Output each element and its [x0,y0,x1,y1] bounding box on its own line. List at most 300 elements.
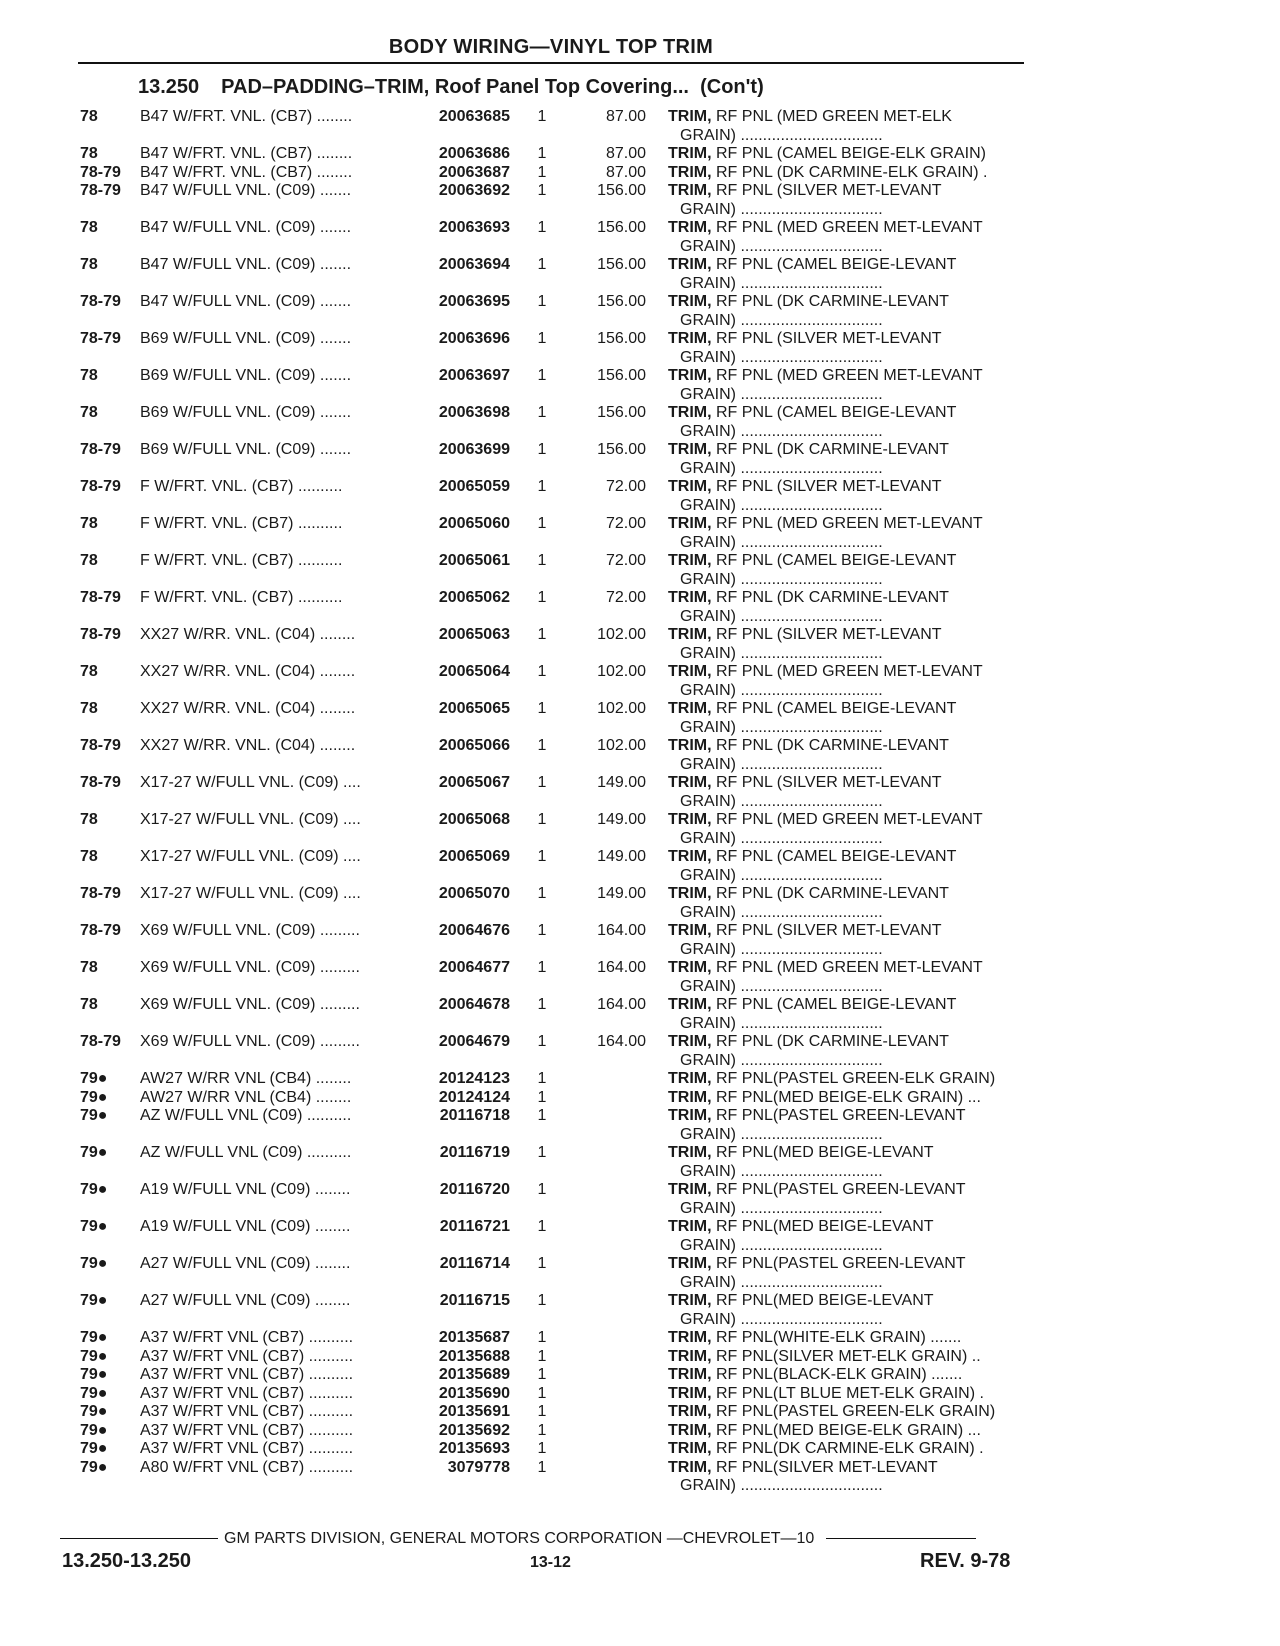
row-item-name [668,293,1028,312]
row-part-number: 20065070 [438,885,510,902]
parts-row [0,515,1280,552]
parts-row [0,1440,1280,1459]
row-description: B47 W/FRT. VNL. (CB7) ........ [140,145,353,162]
row-item-continuation: GRAIN) ................................ [680,718,883,736]
row-item-name [668,663,1028,682]
row-description: B69 W/FULL VNL. (C09) ....... [140,330,352,347]
row-item-label: TRIM, [668,1107,712,1124]
row-year: 79● [80,1366,108,1383]
row-quantity: 1 [537,700,547,717]
row-item-label: TRIM, [668,367,712,384]
row-item-label: TRIM, [668,1144,712,1161]
row-quantity: 1 [537,145,547,162]
row-item-continuation: GRAIN) ................................ [680,1125,883,1143]
section-cont: (Con't) [700,76,764,98]
row-year: 78 [80,404,98,421]
row-item-name [668,1089,1028,1108]
row-item-name [668,108,1028,127]
row-quantity: 1 [537,330,547,347]
parts-row [0,552,1280,589]
row-part-number: 20135689 [438,1366,510,1383]
row-year: 78-79 [80,737,121,754]
row-item-detail: RF PNL (DK CARMINE-LEVANT [716,1033,949,1050]
row-part-number: 20124123 [438,1070,510,1087]
row-year: 78-79 [80,1033,121,1050]
row-item-name [668,1348,1028,1367]
row-item-label: TRIM, [668,163,712,181]
row-price: 87.00 [605,108,646,125]
row-year: 78 [80,108,98,125]
row-year: 78 [80,367,98,384]
row-quantity: 1 [537,811,547,828]
row-part-number: 20065068 [438,811,510,828]
row-item-detail: RF PNL(PASTEL GREEN-LEVANT [716,1255,966,1272]
row-item-name [668,1329,1028,1348]
row-description: X17-27 W/FULL VNL. (C09) .... [140,774,361,791]
row-year: 78 [80,811,98,828]
row-year: 78-79 [80,163,121,181]
row-quantity: 1 [537,626,547,643]
row-item-name [668,256,1028,275]
row-price: 102.00 [597,737,646,754]
row-quantity: 1 [537,922,547,939]
row-item-label: TRIM, [668,811,712,828]
row-item-label: TRIM, [668,885,712,902]
row-year: 78-79 [80,774,121,791]
row-item-continuation: GRAIN) ................................ [680,681,883,699]
row-quantity: 1 [537,1218,547,1235]
row-item-name [668,164,1028,183]
row-part-number: 20065059 [438,478,510,495]
row-item-detail: RF PNL (DK CARMINE-LEVANT [716,293,949,310]
row-description: A27 W/FULL VNL (C09) ........ [140,1292,351,1309]
row-item-label: TRIM, [668,1033,712,1050]
row-price: 156.00 [597,293,646,310]
parts-row [0,700,1280,737]
row-item-name [668,1403,1028,1422]
row-part-number: 20063693 [438,219,510,236]
row-item-continuation: GRAIN) ................................ [680,829,883,847]
parts-row [0,1181,1280,1218]
row-item-name [668,367,1028,386]
row-item-detail: RF PNL (SILVER MET-LEVANT [716,478,942,495]
row-item-detail: RF PNL (CAMEL BEIGE-LEVANT [716,848,957,865]
row-year: 79● [80,1440,108,1457]
row-item-detail: RF PNL(LT BLUE MET-ELK GRAIN) . [716,1384,984,1402]
row-description: AW27 W/RR VNL (CB4) ........ [140,1088,352,1106]
row-year: 78 [80,959,98,976]
row-item-continuation: GRAIN) ................................ [680,311,883,329]
row-item-detail: RF PNL (DK CARMINE-LEVANT [716,589,949,606]
row-part-number: 20135688 [438,1347,510,1365]
row-item-name [668,145,1028,164]
parts-row [0,367,1280,404]
row-item-continuation: GRAIN) ................................ [680,385,883,403]
row-item-detail: RF PNL (SILVER MET-LEVANT [716,626,942,643]
row-quantity: 1 [537,1144,547,1161]
row-item-name [668,1181,1028,1200]
row-year: 79● [80,1403,108,1420]
row-quantity: 1 [537,367,547,384]
row-item-name [668,478,1028,497]
parts-row [0,293,1280,330]
row-item-detail: RF PNL (SILVER MET-LEVANT [716,330,942,347]
row-quantity: 1 [537,1347,547,1365]
row-description: B47 W/FULL VNL. (C09) ....... [140,182,352,199]
row-year: 79● [80,1181,108,1198]
row-description: A80 W/FRT VNL (CB7) .......... [140,1458,354,1476]
row-quantity: 1 [537,737,547,754]
parts-row [0,182,1280,219]
row-item-continuation: GRAIN) ................................ [680,459,883,477]
row-year: 78 [80,663,98,680]
row-item-label: TRIM, [668,663,712,680]
row-quantity: 1 [537,848,547,865]
row-item-name [668,330,1028,349]
row-year: 79● [80,1458,108,1476]
row-quantity: 1 [537,478,547,495]
parts-row [0,1089,1280,1108]
row-quantity: 1 [537,1329,547,1346]
row-part-number: 20065065 [438,700,510,717]
row-price: 72.00 [605,589,646,606]
row-item-detail: RF PNL(WHITE-ELK GRAIN) ....... [716,1329,962,1346]
row-item-continuation: GRAIN) ................................ [680,496,883,514]
row-year: 79● [80,1329,108,1346]
row-year: 78-79 [80,885,121,902]
row-item-continuation: GRAIN) ................................ [680,866,883,884]
row-item-label: TRIM, [668,737,712,754]
row-item-label: TRIM, [668,1347,712,1365]
row-description: A37 W/FRT VNL (CB7) .......... [140,1366,354,1383]
row-item-detail: RF PNL(MED BEIGE-LEVANT [716,1144,934,1161]
footer-range: 13.250-13.250 [62,1550,192,1572]
row-item-label: TRIM, [668,1421,712,1439]
row-description: B47 W/FRT. VNL. (CB7) ........ [140,163,353,181]
row-year: 78-79 [80,922,121,939]
row-description: A37 W/FRT VNL (CB7) .......... [140,1347,354,1365]
parts-row [0,1403,1280,1422]
parts-row [0,441,1280,478]
row-part-number: 20063694 [438,256,510,273]
row-item-label: TRIM, [668,404,712,421]
row-item-name [668,1070,1028,1089]
parts-row [0,1070,1280,1089]
row-item-name [668,1144,1028,1163]
row-quantity: 1 [537,1070,547,1087]
row-description: X17-27 W/FULL VNL. (C09) .... [140,811,361,828]
row-item-detail: RF PNL (SILVER MET-LEVANT [716,922,942,939]
row-quantity: 1 [537,959,547,976]
row-item-continuation: GRAIN) ................................ [680,422,883,440]
row-item-name [668,552,1028,571]
row-quantity: 1 [537,552,547,569]
row-price: 156.00 [597,441,646,458]
row-year: 78 [80,552,98,569]
row-item-name [668,1033,1028,1052]
row-price: 164.00 [597,959,646,976]
row-year: 78-79 [80,478,121,495]
row-item-label: TRIM, [668,1070,712,1087]
row-year: 78-79 [80,626,121,643]
row-item-continuation: GRAIN) ................................ [680,200,883,218]
row-year: 78-79 [80,330,121,347]
row-part-number: 20063699 [438,441,510,458]
row-year: 79● [80,1421,108,1439]
parts-row [0,1218,1280,1255]
row-item-detail: RF PNL(PASTEL GREEN-ELK GRAIN) [716,1070,996,1087]
row-description: X69 W/FULL VNL. (C09) ......... [140,959,360,976]
row-item-label: TRIM, [668,552,712,569]
row-description: AZ W/FULL VNL (C09) .......... [140,1144,352,1161]
row-item-name [668,922,1028,941]
row-item-detail: RF PNL(PASTEL GREEN-LEVANT [716,1181,966,1198]
row-price: 149.00 [597,774,646,791]
row-quantity: 1 [537,293,547,310]
row-item-detail: RF PNL (MED GREEN MET-LEVANT [716,367,983,384]
row-price: 156.00 [597,330,646,347]
row-part-number: 20135687 [438,1329,510,1346]
row-quantity: 1 [537,1403,547,1420]
row-item-continuation: GRAIN) ................................ [680,570,883,588]
row-description: B47 W/FRT. VNL. (CB7) ........ [140,108,353,125]
row-item-label: TRIM, [668,1458,712,1476]
row-quantity: 1 [537,1088,547,1106]
row-year: 79● [80,1144,108,1161]
row-item-name [668,1440,1028,1459]
row-part-number: 20116714 [439,1255,510,1272]
row-year: 79● [80,1218,108,1235]
parts-row [0,1107,1280,1144]
row-quantity: 1 [537,515,547,532]
row-description: X17-27 W/FULL VNL. (C09) .... [140,885,361,902]
row-item-label: TRIM, [668,1440,712,1457]
row-item-label: TRIM, [668,515,712,532]
parts-list [0,108,1280,1496]
row-description: B69 W/FULL VNL. (C09) ....... [140,441,352,458]
row-quantity: 1 [537,1421,547,1439]
row-item-name [668,774,1028,793]
row-year: 79● [80,1384,108,1402]
parts-row [0,848,1280,885]
row-item-label: TRIM, [668,1384,712,1402]
row-item-continuation: GRAIN) ................................ [680,644,883,662]
row-description: B47 W/FULL VNL. (C09) ....... [140,256,352,273]
row-item-label: TRIM, [668,1181,712,1198]
section-number: 13.250 [138,76,200,98]
row-description: A37 W/FRT VNL (CB7) .......... [140,1329,354,1346]
row-quantity: 1 [537,1384,547,1402]
row-quantity: 1 [537,1366,547,1383]
row-item-continuation: GRAIN) ................................ [680,1162,883,1180]
row-item-name [668,1255,1028,1274]
parts-row [0,663,1280,700]
row-item-detail: RF PNL (CAMEL BEIGE-LEVANT [716,404,957,421]
row-item-continuation: GRAIN) ................................ [680,1273,883,1291]
row-item-detail: RF PNL (CAMEL BEIGE-LEVANT [716,256,957,273]
row-price: 164.00 [597,922,646,939]
row-description: AW27 W/RR VNL (CB4) ........ [140,1070,352,1087]
row-quantity: 1 [537,589,547,606]
row-part-number: 20064676 [438,922,510,939]
row-part-number: 20063697 [438,367,510,384]
footer-rule-left [60,1538,218,1539]
parts-row [0,589,1280,626]
row-part-number: 20065067 [438,774,510,791]
row-item-label: TRIM, [668,441,712,458]
row-item-continuation: GRAIN) ................................ [680,1051,883,1069]
row-price: 72.00 [605,478,646,495]
parts-row [0,811,1280,848]
row-quantity: 1 [537,1181,547,1198]
row-item-detail: RF PNL (DK CARMINE-LEVANT [716,885,949,902]
row-item-continuation: GRAIN) ................................ [680,237,883,255]
row-item-label: TRIM, [668,589,712,606]
row-item-label: TRIM, [668,1218,712,1235]
row-description: A37 W/FRT VNL (CB7) .......... [140,1440,354,1457]
row-price: 72.00 [605,552,646,569]
parts-row [0,996,1280,1033]
row-item-continuation: GRAIN) ................................ [680,940,883,958]
row-item-detail: RF PNL (CAMEL BEIGE-LEVANT [716,996,957,1013]
row-part-number: 20065063 [438,626,510,643]
row-item-name [668,885,1028,904]
row-item-continuation: GRAIN) ................................ [680,348,883,366]
row-quantity: 1 [537,219,547,236]
row-part-number: 20135692 [438,1421,510,1439]
row-part-number: 20065069 [438,848,510,865]
row-quantity: 1 [537,996,547,1013]
row-part-number: 20063692 [438,182,510,199]
row-item-label: TRIM, [668,478,712,495]
row-price: 102.00 [597,700,646,717]
row-item-name [668,1107,1028,1126]
row-year: 79● [80,1107,108,1124]
row-item-continuation: GRAIN) ................................ [680,1310,883,1328]
row-item-detail: RF PNL(MED BEIGE-ELK GRAIN) ... [716,1421,981,1439]
parts-row [0,1144,1280,1181]
row-price: 156.00 [597,256,646,273]
row-part-number: 20135691 [438,1403,510,1420]
row-item-name [668,626,1028,645]
footer-rule-right [826,1538,976,1539]
row-item-detail: RF PNL (SILVER MET-LEVANT [716,182,942,199]
row-part-number: 20065066 [438,737,510,754]
row-description: B69 W/FULL VNL. (C09) ....... [140,404,352,421]
row-quantity: 1 [537,108,547,125]
row-part-number: 20063696 [438,330,510,347]
row-description: B47 W/FULL VNL. (C09) ....... [140,219,352,236]
parts-row [0,1329,1280,1348]
row-description: AZ W/FULL VNL (C09) .......... [140,1107,352,1124]
row-item-continuation: GRAIN) ................................ [680,274,883,292]
row-item-detail: RF PNL (MED GREEN MET-LEVANT [716,811,983,828]
row-item-continuation: GRAIN) ................................ [680,977,883,995]
row-item-name [668,515,1028,534]
parts-row [0,1255,1280,1292]
row-item-continuation: GRAIN) ................................ [680,903,883,921]
section-heading: PAD–PADDING–TRIM, Roof Panel Top Covering [221,76,673,98]
row-item-name [668,959,1028,978]
row-description: A37 W/FRT VNL (CB7) .......... [140,1403,354,1420]
row-item-detail: RF PNL(SILVER MET-LEVANT [716,1458,938,1476]
row-item-name [668,700,1028,719]
parts-row [0,164,1280,183]
row-item-label: TRIM, [668,1292,712,1309]
row-item-label: TRIM, [668,330,712,347]
row-price: 164.00 [597,1033,646,1050]
row-part-number: 20116719 [439,1144,510,1161]
section-title: 13.250 PAD–PADDING–TRIM, Roof Panel Top Covering... (Con't) [138,76,764,98]
row-item-name [668,441,1028,460]
row-item-label: TRIM, [668,848,712,865]
row-quantity: 1 [537,1107,547,1124]
row-item-name [668,589,1028,608]
row-item-label: TRIM, [668,293,712,310]
row-quantity: 1 [537,885,547,902]
row-item-name [668,1366,1028,1385]
row-description: A19 W/FULL VNL (C09) ........ [140,1181,351,1198]
footer-division: GM PARTS DIVISION, GENERAL MOTORS CORPORATION —CHEVROLET—10 [224,1530,815,1547]
row-item-label: TRIM, [668,182,712,199]
row-year: 79● [80,1088,108,1106]
row-part-number: 20124124 [438,1088,510,1106]
row-part-number: 3079778 [447,1458,510,1476]
row-price: 156.00 [597,219,646,236]
row-item-continuation: GRAIN) ................................ [680,755,883,773]
row-price: 149.00 [597,811,646,828]
row-price: 87.00 [605,145,646,162]
parts-row [0,256,1280,293]
parts-row [0,1033,1280,1070]
row-part-number: 20116721 [439,1218,510,1235]
row-quantity: 1 [537,1458,547,1476]
row-year: 79● [80,1070,108,1087]
row-part-number: 20064679 [438,1033,510,1050]
row-item-detail: RF PNL(PASTEL GREEN-LEVANT [716,1107,966,1124]
row-part-number: 20116715 [439,1292,510,1309]
row-quantity: 1 [537,1255,547,1272]
row-item-name [668,404,1028,423]
row-item-name [668,848,1028,867]
row-year: 79● [80,1347,108,1365]
row-description: XX27 W/RR. VNL. (C04) ........ [140,700,356,717]
row-description: F W/FRT. VNL. (CB7) .......... [140,515,343,532]
row-item-detail: RF PNL (CAMEL BEIGE-LEVANT [716,552,957,569]
footer-division-line [60,1530,1024,1548]
row-price: 102.00 [597,663,646,680]
row-description: XX27 W/RR. VNL. (C04) ........ [140,737,356,754]
row-quantity: 1 [537,404,547,421]
row-part-number: 20065061 [438,552,510,569]
parts-row [0,737,1280,774]
row-price: 87.00 [605,163,646,181]
row-year: 78 [80,515,98,532]
row-year: 78 [80,848,98,865]
row-item-detail: RF PNL (CAMEL BEIGE-ELK GRAIN) [716,145,986,162]
row-year: 78-79 [80,293,121,310]
row-item-label: TRIM, [668,626,712,643]
row-description: XX27 W/RR. VNL. (C04) ........ [140,663,356,680]
row-item-label: TRIM, [668,700,712,717]
row-item-name [668,1218,1028,1237]
parts-row [0,108,1280,145]
row-year: 78 [80,996,98,1013]
row-price: 149.00 [597,848,646,865]
parts-row [0,1385,1280,1404]
parts-row [0,404,1280,441]
row-item-name [668,737,1028,756]
